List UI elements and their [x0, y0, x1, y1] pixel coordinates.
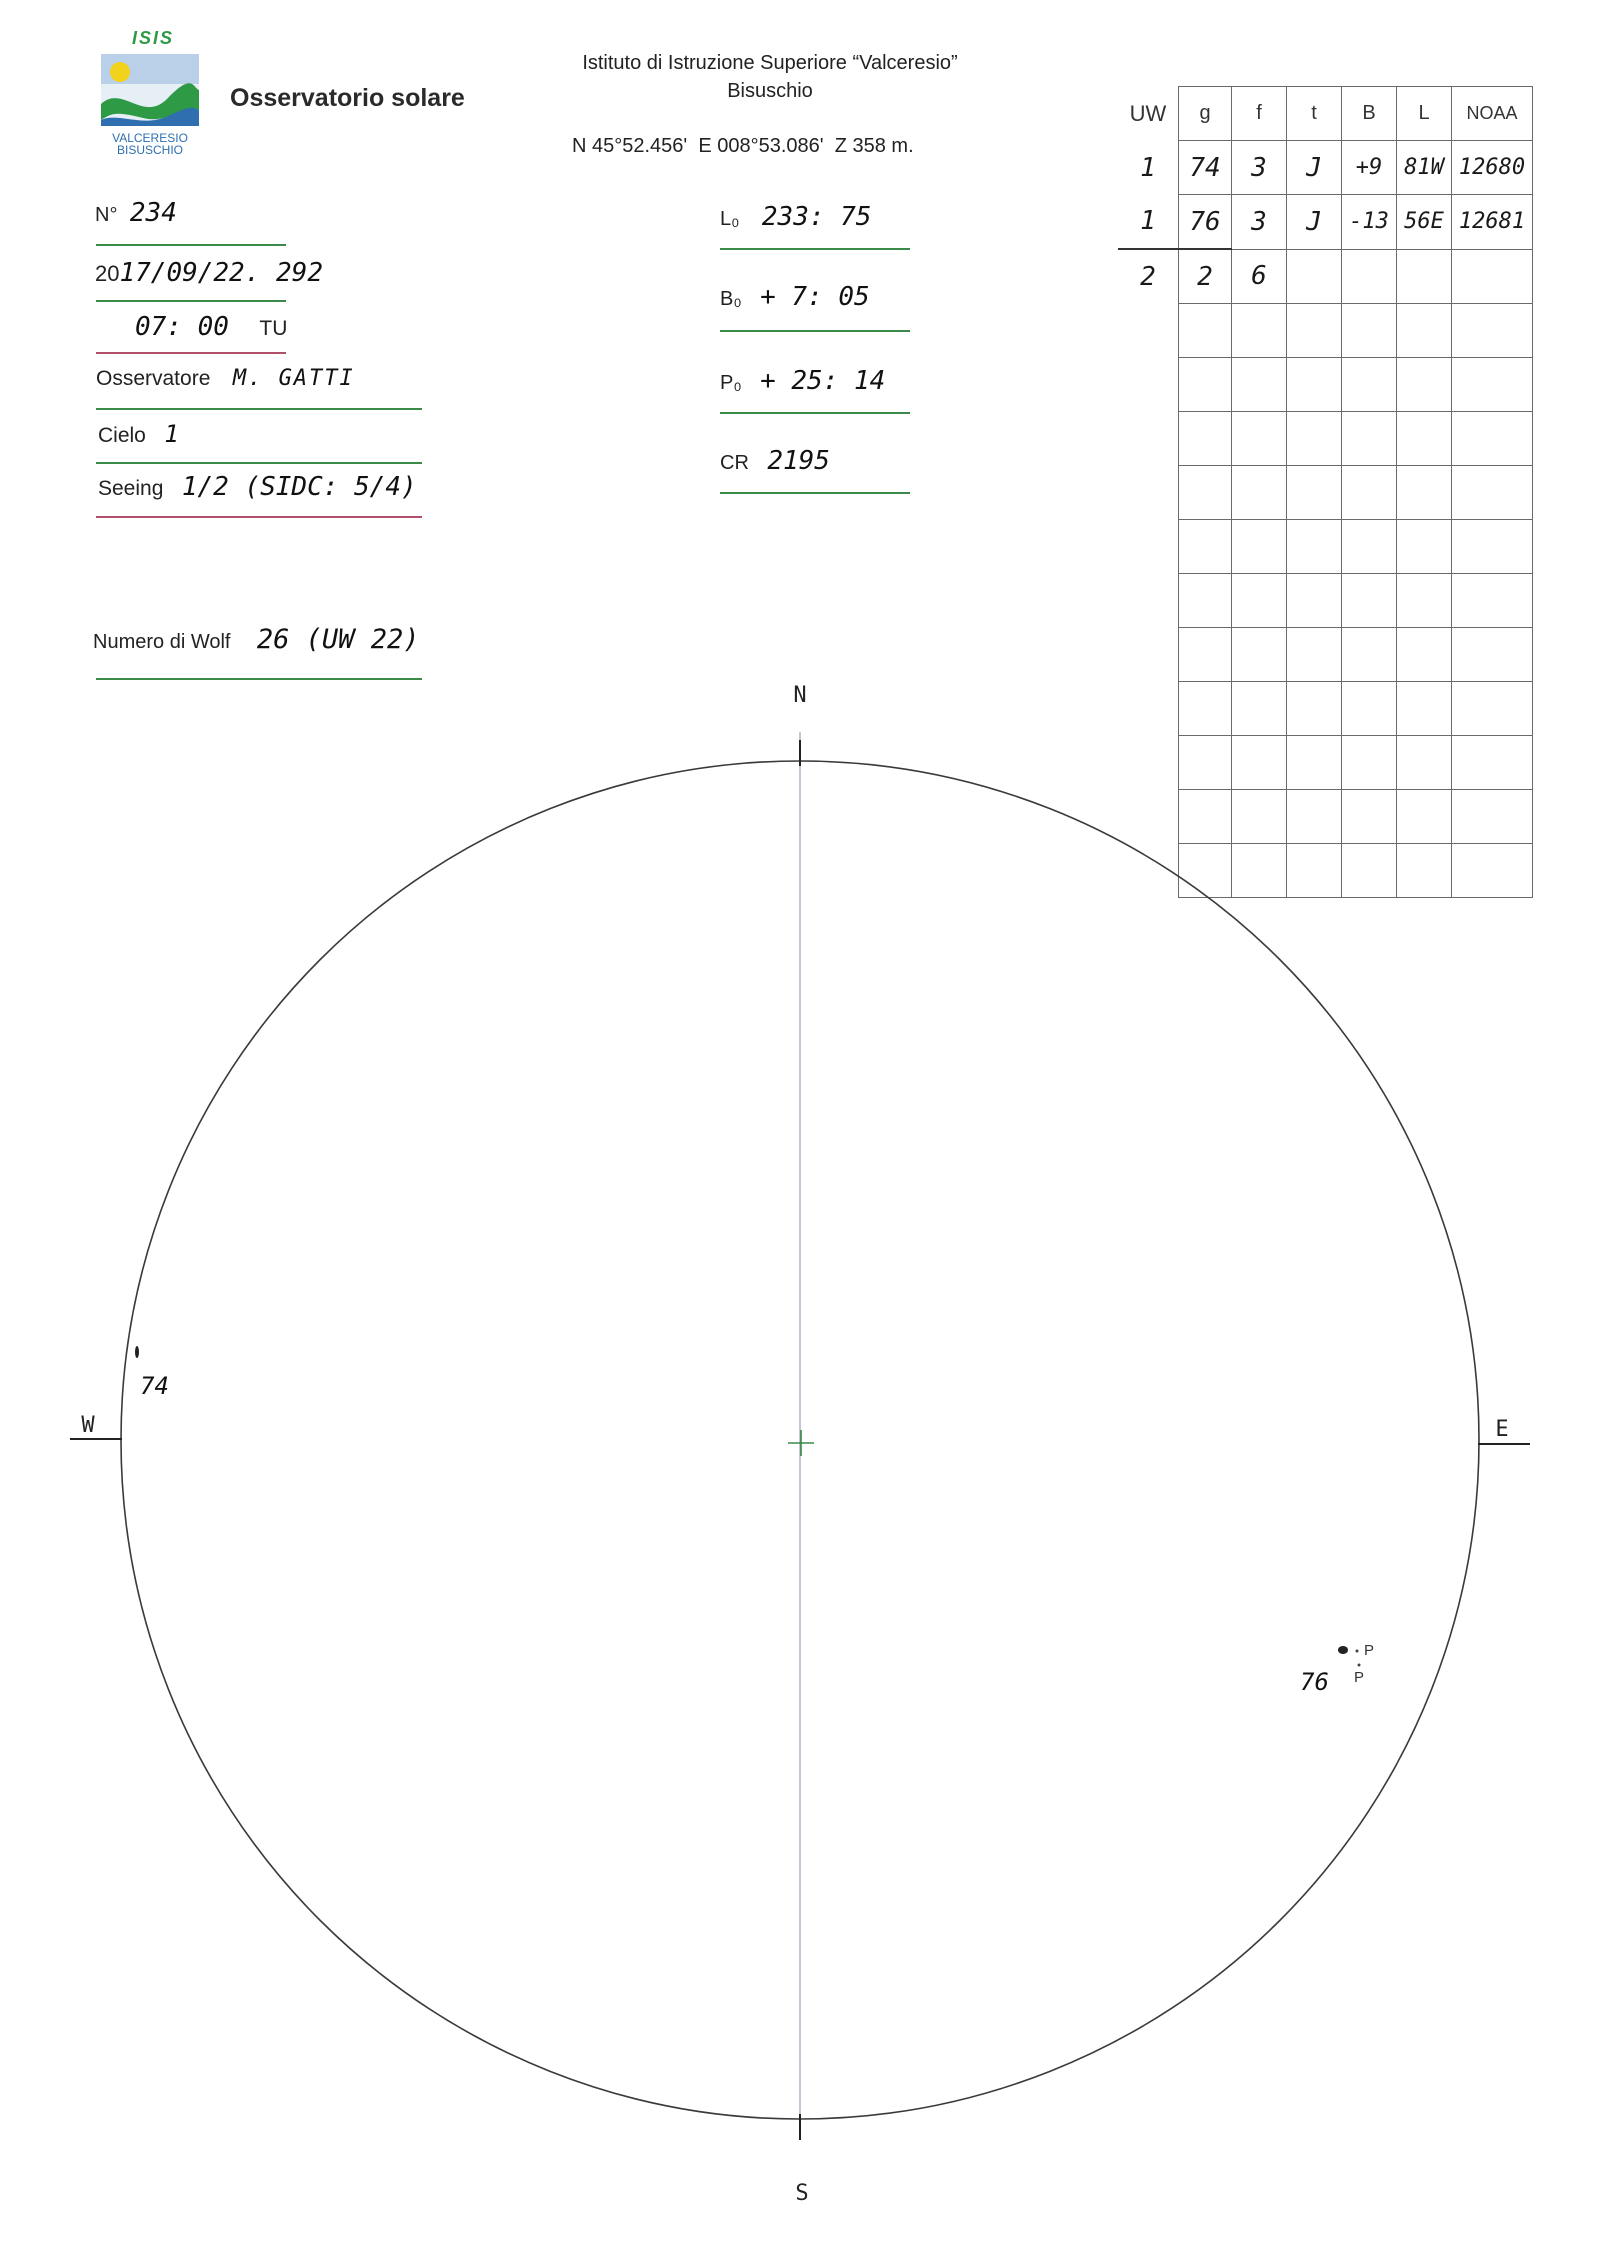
seeing-value: 1/2 (SIDC: 5/4)	[181, 472, 417, 502]
header-t: t	[1287, 87, 1342, 141]
group-76-penumbra-2: P	[1354, 1669, 1365, 1686]
cr-label: CR	[720, 452, 749, 474]
seeing-label: Seeing	[98, 477, 164, 500]
date-value: 17/09/22. 292	[119, 258, 323, 288]
cell-l: 56E	[1397, 195, 1452, 250]
cell-noaa: 12680	[1452, 141, 1533, 195]
institute-town: Bisuschio	[727, 80, 813, 102]
sunspot-group-74	[135, 1346, 139, 1358]
b0-label: B₀	[720, 288, 742, 310]
p0-value: + 25: 14	[760, 366, 886, 396]
logo-caption-2: BISUSCHIO	[116, 143, 184, 157]
header-l: L	[1397, 87, 1452, 141]
l0-value: 233: 75	[761, 202, 872, 232]
time-unit: TU	[259, 317, 288, 340]
total-uw: 2	[1140, 261, 1156, 292]
cell-b: -13	[1342, 195, 1397, 250]
institute-name: Istituto di Istruzione Superiore “Valceresio”	[582, 52, 958, 74]
east-label: E	[1495, 1417, 1509, 1442]
cell-b: +9	[1342, 141, 1397, 195]
cell-noaa: 12681	[1452, 195, 1533, 250]
cell-f: 3	[1232, 195, 1287, 250]
cell-t: J	[1287, 195, 1342, 250]
wolf-value: 26 (UW 22)	[256, 624, 420, 655]
sunspot-group-76-dot	[1358, 1664, 1361, 1667]
sky-label: Cielo	[98, 424, 146, 447]
north-label: N	[793, 683, 807, 708]
logo-caption-1: VALCERESIO	[112, 131, 188, 145]
number-value: 234	[129, 198, 177, 228]
total-g: 2	[1179, 249, 1232, 304]
l0-label: L₀	[720, 208, 740, 230]
number-label: N°	[95, 204, 118, 226]
cell-f: 3	[1232, 141, 1287, 195]
cell-uw: 1	[1140, 152, 1156, 183]
b0-value: + 7: 05	[760, 282, 870, 312]
date-prefix: 20	[95, 261, 120, 286]
header-uw: UW	[1129, 100, 1167, 126]
cell-uw: 1	[1118, 195, 1179, 250]
cell-l: 81W	[1397, 141, 1452, 195]
group-74-label: 74	[140, 1372, 169, 1400]
header-g: g	[1179, 87, 1232, 141]
sky-value: 1	[164, 420, 179, 448]
cell-g: 74	[1179, 141, 1232, 195]
total-f: 6	[1232, 249, 1287, 304]
south-label: S	[795, 2181, 809, 2206]
header-f: f	[1232, 87, 1287, 141]
cell-t: J	[1287, 141, 1342, 195]
cr-value: 2195	[767, 446, 830, 476]
west-label: W	[81, 1413, 95, 1438]
wolf-label: Numero di Wolf	[93, 631, 231, 653]
group-76-penumbra-1: P	[1364, 1642, 1375, 1659]
observer-label: Osservatore	[96, 367, 211, 390]
page-title: Osservatorio solare	[230, 84, 465, 112]
p0-label: P₀	[720, 372, 742, 394]
logo-wordmark: ISIS	[131, 28, 175, 48]
observatory-coordinates: N 45°52.456' E 008°53.086' Z 358 m.	[572, 135, 914, 157]
time-value: 07: 00	[135, 312, 229, 342]
sunspot-group-76	[1338, 1646, 1348, 1654]
header-noaa: NOAA	[1452, 87, 1533, 141]
group-76-label: 76	[1300, 1668, 1329, 1696]
cell-g: 76	[1179, 195, 1232, 250]
sunspot-group-76-dot	[1356, 1650, 1359, 1653]
header-b: B	[1342, 87, 1397, 141]
observer-value: M. GATTI	[232, 366, 355, 391]
